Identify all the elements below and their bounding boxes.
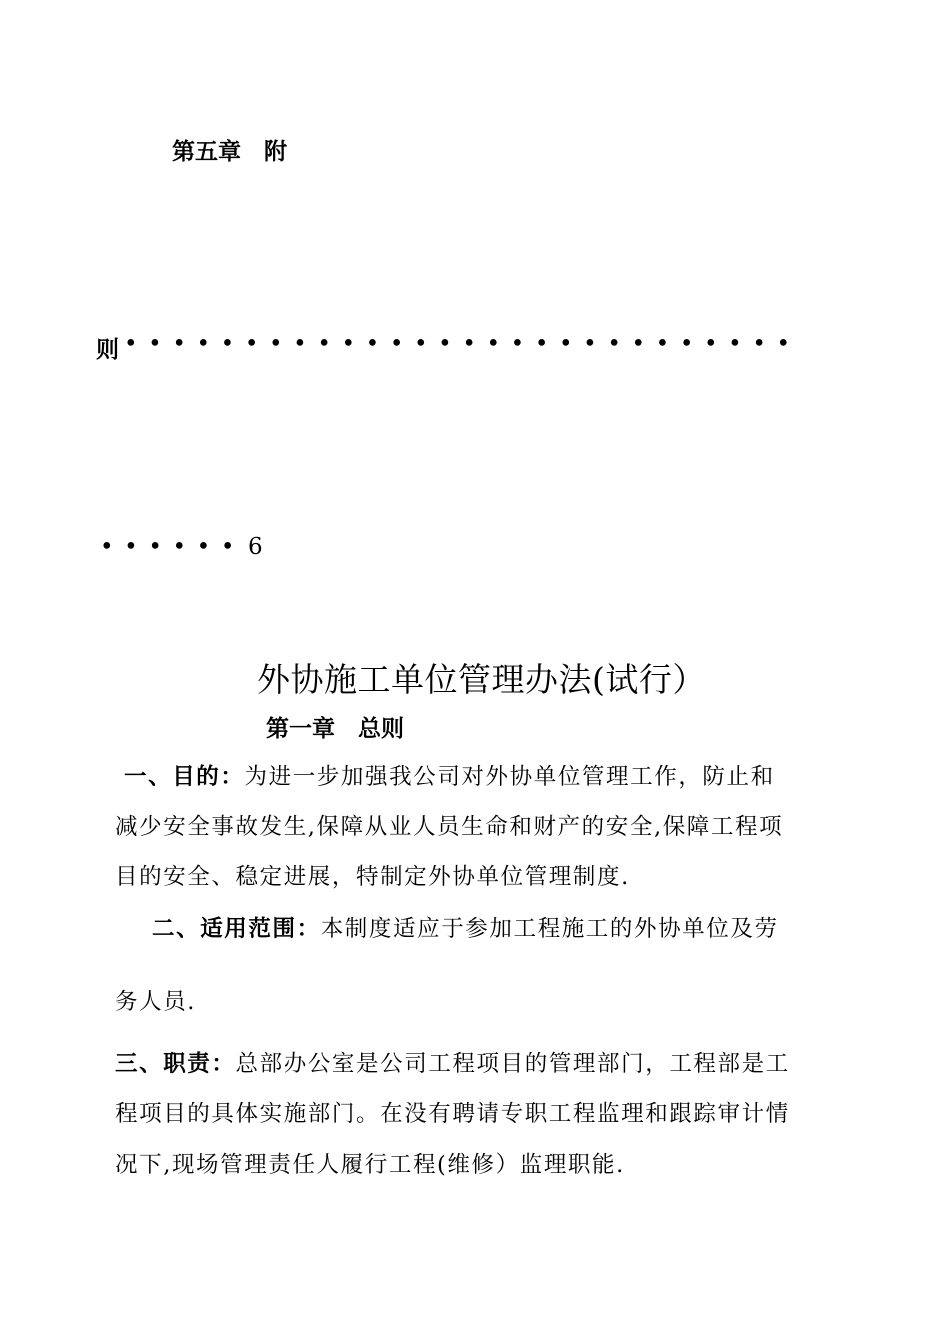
section-text: 为进一步加强我公司对外协单位管理工作，防止和 [244,764,775,790]
chapter-heading: 第一章 总则 [266,716,404,742]
paragraph-line [124,759,775,791]
toc-page-number: 6 [248,534,263,560]
section-text: 本制度适应于参加工程施工的外协单位及劳 [320,916,779,942]
section-text: 总部办公室是公司工程项目的管理部门，工程部是工 [235,1051,790,1077]
paragraph-line [115,1046,790,1078]
section-label: 二、适用范围： [152,916,321,942]
document-title: 外协施工单位管理办法(试行） [257,660,706,699]
paragraph-line: 目的安全、稳定进展，特制定外协单位管理制度. [115,864,630,890]
section-label: 一、目的： [124,764,245,790]
toc-leader-dots: •••••• [100,534,245,560]
section-label: 三、职责： [115,1051,236,1077]
toc-chapter-title-cont: 则 [96,337,119,363]
toc-leader-dots: •••••••••••••••••••••••••••• [124,331,801,357]
paragraph-line: 况下,现场管理责任人履行工程(维修）监理职能. [115,1152,625,1178]
paragraph-line: 务人员. [115,989,197,1015]
paragraph-line [152,911,779,943]
toc-chapter-title: 第五章 附 [172,139,287,165]
paragraph-line: 减少安全事故发生,保障从业人员生命和财产的安全,保障工程项 [115,814,784,840]
paragraph-line: 程项目的具体实施部门。在没有聘请专职工程监理和跟踪审计情 [115,1101,790,1127]
